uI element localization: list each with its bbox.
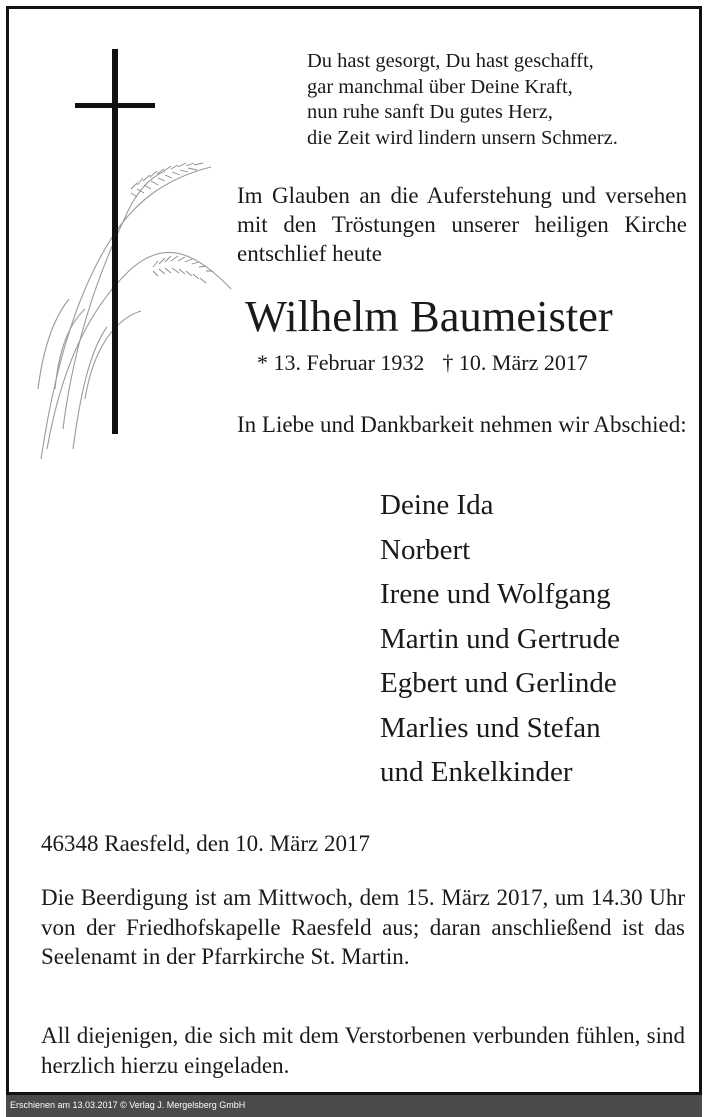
poem-line: Du hast gesorgt, Du hast geschafft,	[307, 50, 594, 72]
life-dates	[257, 349, 588, 377]
place-date: 46348 Raesfeld, den 10. März 2017	[41, 831, 370, 856]
mourner: und Enkelkinder	[380, 756, 573, 788]
deceased-name: Wilhelm Baumeister	[245, 291, 613, 341]
obituary-notice	[6, 6, 702, 1095]
mourners-list	[380, 483, 620, 795]
mourner: Martin und Gertrude	[380, 622, 620, 655]
mourner: Irene und Wolfgang	[380, 578, 611, 610]
footer-bar	[6, 1095, 702, 1117]
farewell-text: In Liebe und Dankbarkeit nehmen wir Abschied:	[237, 412, 687, 437]
mourner: Deine Ida	[380, 489, 494, 521]
poem-line: gar manchmal über Deine Kraft,	[307, 75, 573, 98]
mourner: Marlies und Stefan	[380, 711, 601, 744]
cross-icon	[75, 49, 159, 434]
birth-date: * 13. Februar 1932	[257, 350, 425, 375]
mourner: Egbert und Gerlinde	[380, 667, 617, 699]
invitation-text: All diejenigen, die sich mit dem Verstorbenen verbunden fühlen, sind herzlich hierzu eingeladen.	[41, 1023, 685, 1078]
death-date: † 10. März 2017	[442, 350, 588, 375]
intro-text: Im Glauben an die Auferstehung und versehen mit den Tröstungen unserer heiligen Kirche entschlief heute	[237, 183, 687, 266]
poem-line: die Zeit wird lindern unsern Schmerz.	[307, 126, 618, 149]
mourner: Norbert	[380, 533, 471, 566]
funeral-details: Die Beerdigung ist am Mittwoch, dem 15. März 2017, um 14.30 Uhr von der Friedhofskapelle Raesfeld aus; daran anschließend ist das Seelenamt in der Pfarrkirche St. Martin.	[41, 885, 685, 969]
poem-line: nun ruhe sanft Du gutes Herz,	[307, 101, 553, 123]
publication-note: Erschienen am 13.03.2017 © Verlag J. Mergelsberg GmbH	[10, 1100, 246, 1110]
poem	[307, 49, 618, 151]
